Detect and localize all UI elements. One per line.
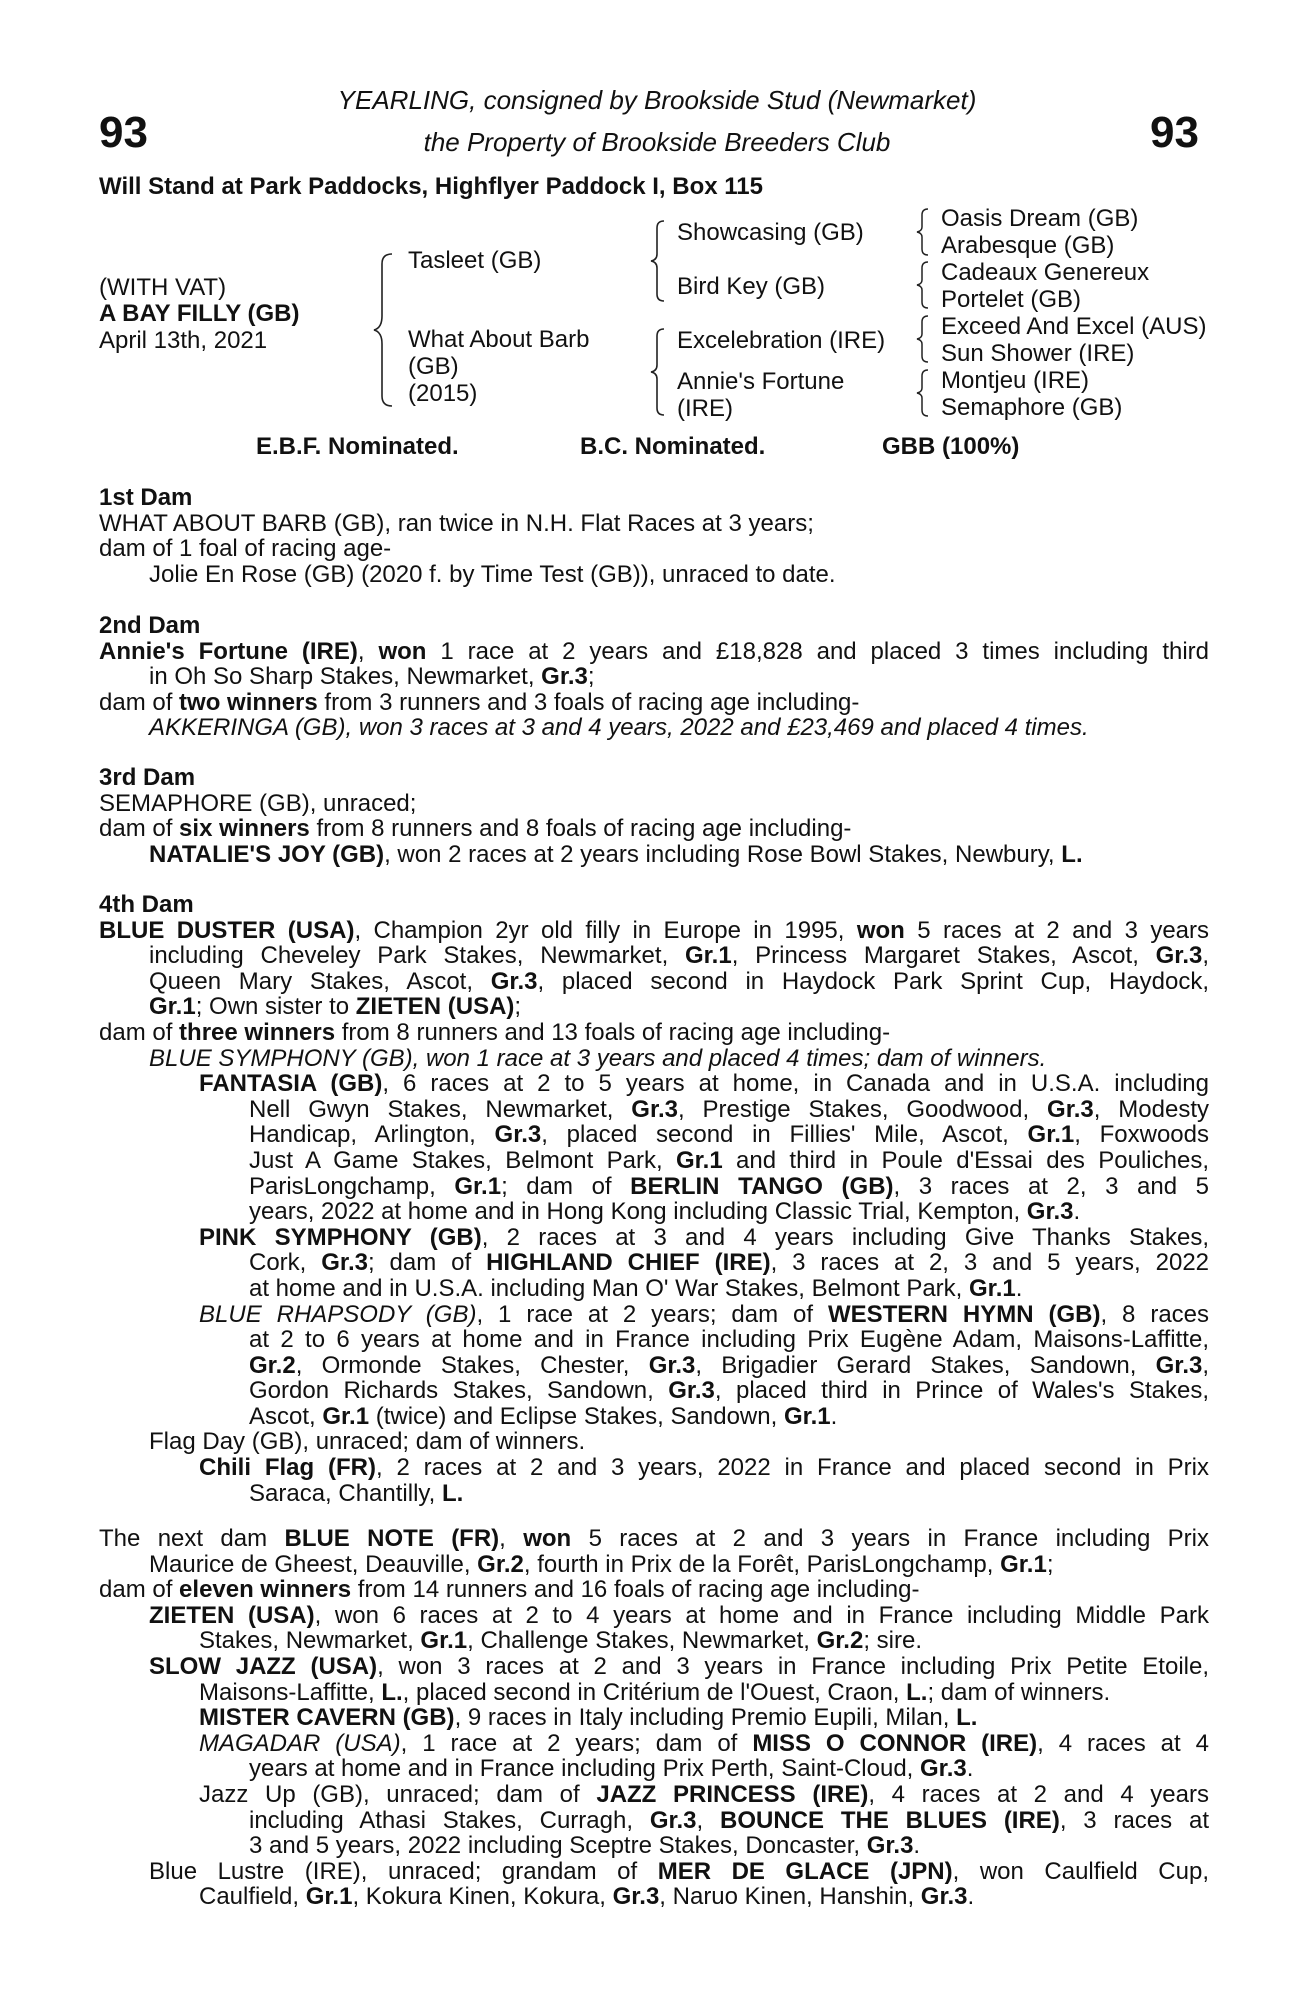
- first-dam-section: [99, 485, 1209, 587]
- slow-jazz-entry: SLOW JAZZ (USA), won 3 races at 2 and 3 years in France including Prix Petite Etoile, Maisons-Laffitte, L., placed second in Critérium de l'Ouest, Craon, L.; dam of winners.: [149, 1652, 1209, 1706]
- second-dam-produce: dam of two winners from 3 runners and 3 foals of racing age including-: [99, 688, 860, 716]
- consignor-line: YEARLING, consigned by Brookside Stud (Newmarket): [337, 85, 977, 115]
- gg-8: Semaphore (GB): [941, 394, 1123, 421]
- dam-line-3: (2015): [408, 380, 478, 407]
- lot-number-right: 93: [1150, 108, 1199, 157]
- fourth-dam-heading: 4th Dam: [99, 891, 194, 918]
- first-dam-produce-line: dam of 1 foal of racing age-: [99, 535, 392, 563]
- fourth-dam-produce: dam of three winners from 8 runners and 13 foals of racing age including-: [99, 1018, 891, 1046]
- second-dam-name: Annie's Fortune (IRE): [99, 637, 358, 665]
- gg-1: Oasis Dream (GB): [941, 205, 1139, 232]
- gg-5: Exceed And Excel (AUS): [941, 313, 1207, 340]
- blue-lustre-entry: Blue Lustre (IRE), unraced; grandam of MER DE GLACE (JPN), won Caulfield Cup, Caulfield, Gr.1, Kokura Kinen, Kokura, Gr.3, Naruo Kinen, Hanshin, Gr.3.: [149, 1857, 1209, 1911]
- bc-nomination: B.C. Nominated.: [580, 433, 766, 460]
- pink-symphony-entry: PINK SYMPHONY (GB), 2 races at 3 and 4 years including Give Thanks Stakes, Cork, Gr.3; dam of HIGHLAND CHIEF (IRE), 3 races at 2, 3 and 5 years, 2022 at home and in U.S.A. including Man O' War Stakes, Belmont Park, Gr.1.: [199, 1223, 1210, 1302]
- chili-flag-entry: Chili Flag (FR), 2 races at 2 and 3 years, 2022 in France and placed second in Prix Saraca, Chantilly, L.: [199, 1454, 1209, 1507]
- fourth-dam-section: [99, 892, 1209, 1506]
- first-dam-line: WHAT ABOUT BARB (GB), ran twice in N.H. Flat Races at 3 years;: [99, 509, 814, 537]
- brace-gg3: [914, 313, 934, 365]
- flag-day-entry: Flag Day (GB), unraced; dam of winners.: [149, 1428, 586, 1456]
- natalies-joy-entry: NATALIE'S JOY (GB), won 2 races at 2 years including Rose Bowl Stakes, Newbury, L.: [149, 840, 1083, 868]
- dam-line-2: (GB): [408, 353, 459, 380]
- gg-4: Portelet (GB): [941, 286, 1082, 313]
- next-dam-section: [99, 1526, 1209, 1910]
- first-dam-foal: Jolie En Rose (GB) (2020 f. by Time Test (GB)), unraced to date.: [149, 560, 836, 588]
- gg-7: Montjeu (IRE): [941, 367, 1090, 394]
- jazz-up-entry: Jazz Up (GB), unraced; dam of JAZZ PRINCESS (IRE), 4 races at 2 and 4 years including Athasi Stakes, Curragh, Gr.3, BOUNCE THE BLUES (IRE), 3 races at 3 and 5 years, 2022 including Sceptre Stakes, Doncaster, Gr.3.: [199, 1780, 1209, 1860]
- gg-2: Arabesque (GB): [941, 232, 1115, 259]
- dam-dam-line-1: Annie's Fortune: [677, 368, 845, 395]
- gg-6: Sun Shower (IRE): [941, 340, 1135, 367]
- foaling-date: April 13th, 2021: [99, 327, 268, 354]
- blue-rhapsody-entry: BLUE RHAPSODY (GB), 1 race at 2 years; dam of WESTERN HYMN (GB), 8 races at 2 to 6 years at home and in France including Prix Eugène Adam, Maisons-Laffitte, Gr.2, Ormonde Stakes, Chester, Gr.3, Brigadier Gerard Stakes, Sandown, Gr.3, Gordon Richards Stakes, Sandown, Gr.3, placed third in Prince of Wales's Stakes, Ascot, Gr.1 (twice) and Eclipse Stakes, Sandown, Gr.1.: [199, 1300, 1210, 1430]
- blue-symphony-entry: BLUE SYMPHONY (GB), won 1 race at 3 years and placed 4 times; dam of winners.: [149, 1044, 1047, 1072]
- dam-dam-line-2: (IRE): [677, 395, 733, 422]
- third-dam-line: SEMAPHORE (GB), unraced;: [99, 789, 417, 817]
- dam-sire: Excelebration (IRE): [677, 327, 886, 354]
- third-dam-produce: dam of six winners from 8 runners and 8 foals of racing age including-: [99, 815, 852, 843]
- sire-sire: Showcasing (GB): [677, 219, 864, 246]
- pedigree-brace-main: [370, 250, 400, 410]
- gg-3: Cadeaux Genereux: [941, 259, 1150, 286]
- blue-duster-entry: BLUE DUSTER (USA), Champion 2yr old filly in Europe in 1995, won 5 races at 2 and 3 years including Cheveley Park Stakes, Newmarket, Gr.1, Princess Margaret Stakes, Ascot, Gr.3, Queen Mary Stakes, Ascot, Gr.3, placed second in Haydock Park Sprint Cup, Haydock, Gr.1; Own sister to ZIETEN (USA);: [99, 916, 1210, 1021]
- second-dam-record: Annie's Fortune (IRE), won 1 race at 2 years and £18,828 and placed 3 times including third in Oh So Sharp Stakes, Newmarket, Gr.3;: [99, 637, 1210, 691]
- brace-gg2: [914, 259, 934, 311]
- brace-gg4: [914, 367, 934, 419]
- akkeringa-entry: AKKERINGA (GB), won 3 races at 3 and 4 years, 2022 and £23,469 and placed 4 times.: [149, 714, 1089, 742]
- blue-note-entry: The next dam BLUE NOTE (FR), won 5 races at 2 and 3 years in France including Prix Maurice de Gheest, Deauville, Gr.2, fourth in Prix de la Forêt, ParisLongchamp, Gr.1;: [99, 1525, 1210, 1578]
- stand-location: Will Stand at Park Paddocks, Highflyer Paddock I, Box 115: [99, 173, 763, 200]
- zieten-entry: ZIETEN (USA), won 6 races at 2 to 4 years at home and in France including Middle Park Stakes, Newmarket, Gr.1, Challenge Stakes, Newmarket, Gr.2; sire.: [149, 1601, 1209, 1655]
- mister-cavern-entry: MISTER CAVERN (GB), 9 races in Italy including Premio Eupili, Milan, L.: [199, 1704, 978, 1732]
- lot-number-left: 93: [99, 108, 148, 157]
- third-dam-heading: 3rd Dam: [99, 764, 196, 791]
- third-dam-section: [99, 765, 1209, 867]
- pedigree-brace-sire: [648, 218, 670, 304]
- dam-line-1: What About Barb: [408, 326, 590, 353]
- property-line: the Property of Brookside Breeders Club: [423, 127, 891, 157]
- fantasia-entry: FANTASIA (GB), 6 races at 2 to 5 years at home, in Canada and in U.S.A. including Nell Gwyn Stakes, Newmarket, Gr.3, Prestige Stakes, Goodwood, Gr.3, Modesty Handicap, Arlington, Gr.3, placed second in Fillies' Mile, Ascot, Gr.1, Foxwoods Just A Game Stakes, Belmont Park, Gr.1 and third in Poule d'Essai des Pouliches, ParisLongchamp, Gr.1; dam of BERLIN TANGO (GB), 3 races at 2, 3 and 5 years, 2022 at home and in Hong Kong including Classic Trial, Kempton, Gr.3.: [199, 1070, 1210, 1226]
- next-dam-produce: dam of eleven winners from 14 runners and 16 foals of racing age including-: [99, 1576, 920, 1604]
- pedigree-brace-dam: [648, 326, 670, 418]
- second-dam-heading: 2nd Dam: [99, 612, 201, 639]
- brace-gg1: [914, 206, 934, 258]
- first-dam-heading: 1st Dam: [99, 484, 193, 511]
- horse-name: A BAY FILLY (GB): [99, 300, 300, 327]
- sire-dam: Bird Key (GB): [677, 273, 826, 300]
- gbb-rating: GBB (100%): [882, 433, 1020, 460]
- magadar-entry: MAGADAR (USA), 1 race at 2 years; dam of MISS O CONNOR (IRE), 4 races at 4 years at home and in France including Prix Perth, Saint-Cloud, Gr.3.: [199, 1729, 1209, 1783]
- ebf-nomination: E.B.F. Nominated.: [256, 433, 459, 460]
- second-dam-section: [99, 613, 1209, 741]
- sire: Tasleet (GB): [408, 247, 542, 274]
- vat-label: (WITH VAT): [99, 274, 227, 301]
